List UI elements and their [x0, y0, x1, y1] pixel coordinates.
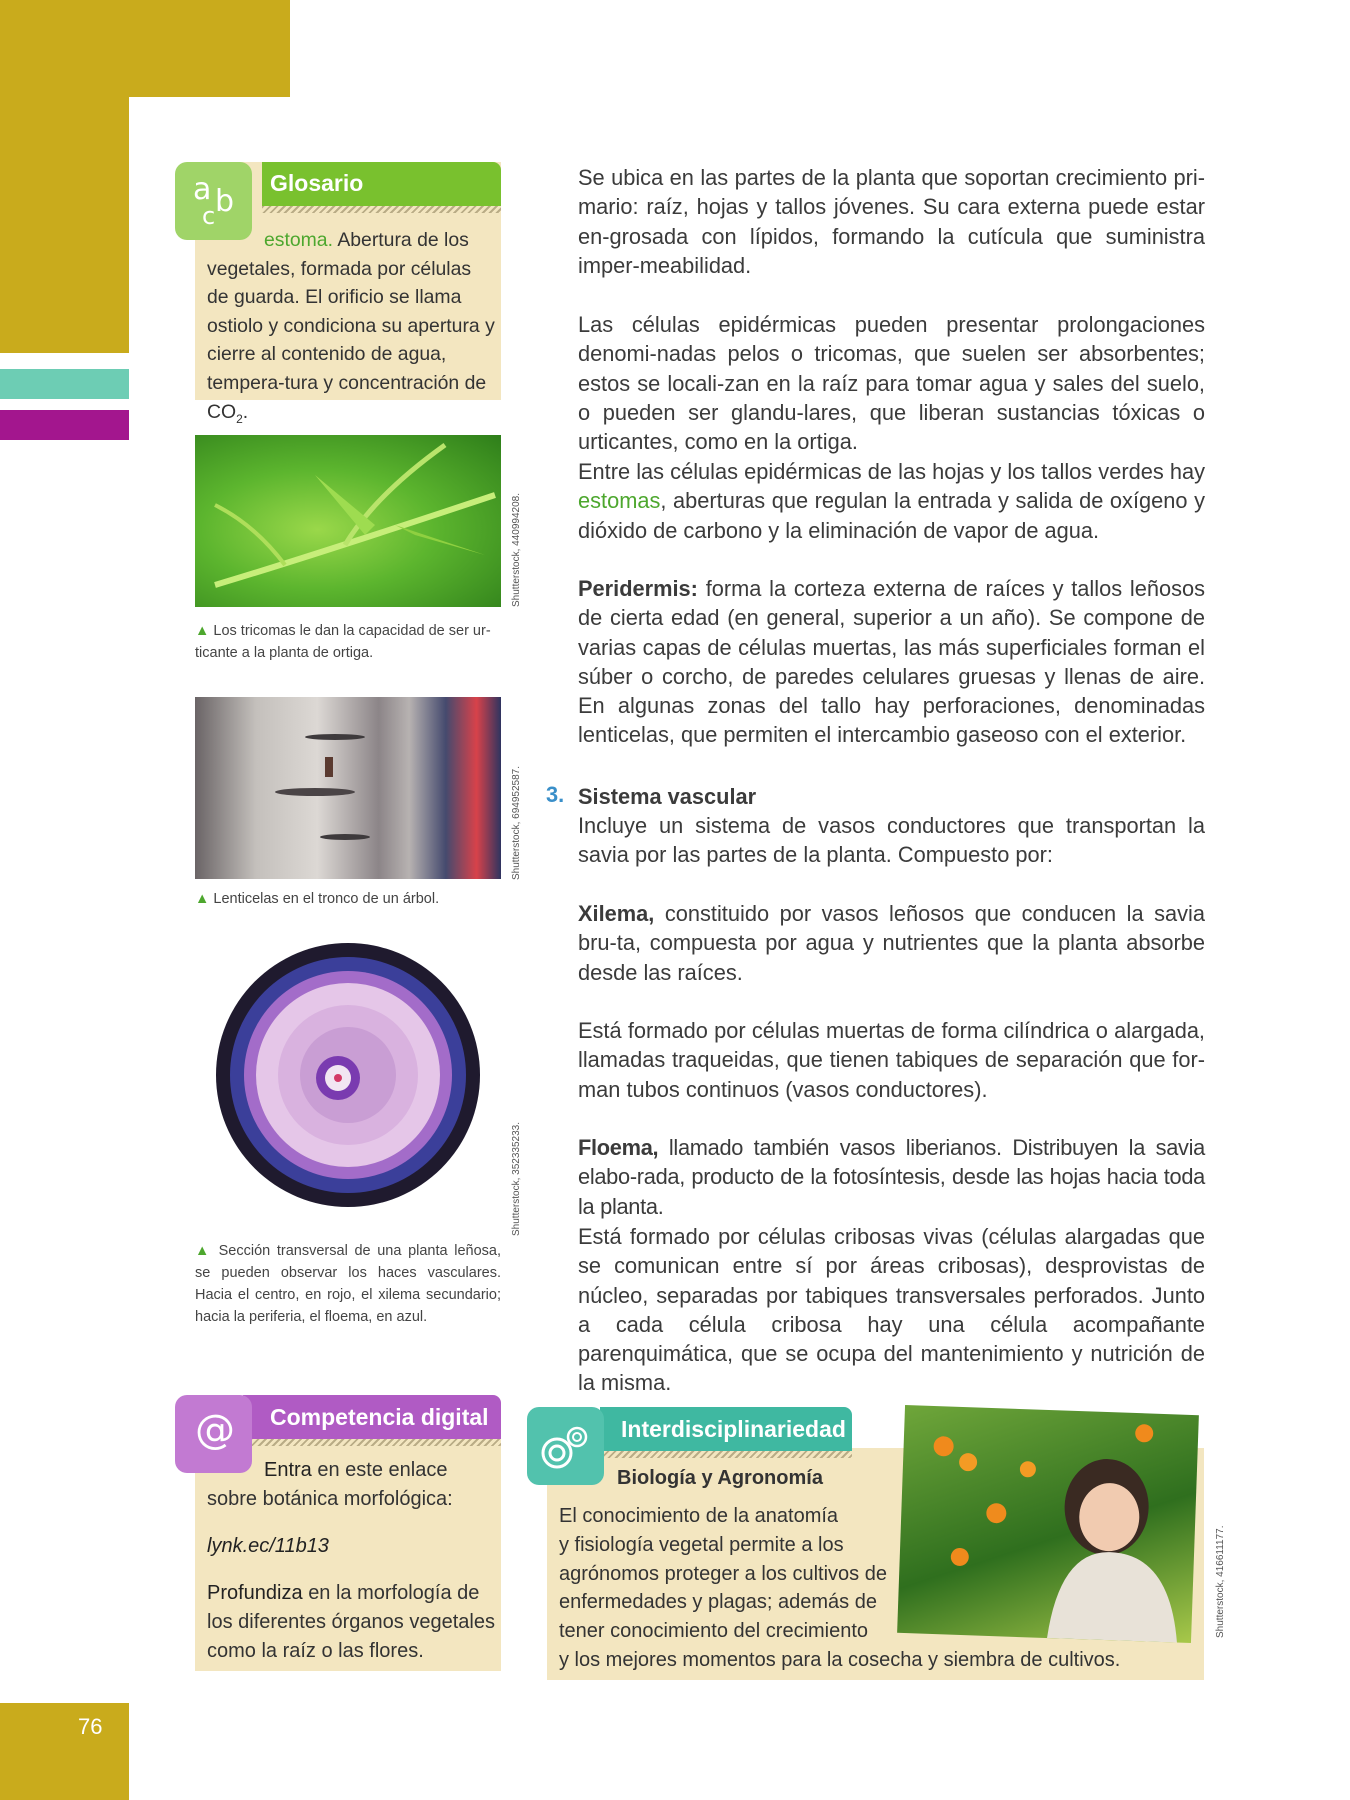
peridermis-text: forma la corteza externa de raíces y tallos leñosos de cierta edad (en general, superior a un año). Se compone de varias capas de células muertas, las más superficiales forman el súber o corcho, de paredes celulares gruesas y llenas de aire. En algunas zonas del tallo hay perforaciones, denominadas lenticelas, que permiten el intercambio gaseoso con el exterior.	[578, 576, 1205, 748]
paragraph-vascular-intro: Incluye un sistema de vasos conductores que transportan la savia por las partes de la planta. Compuesto por:	[578, 813, 1205, 868]
caption-triangle-icon: ▲	[195, 623, 210, 639]
paragraph-xilema	[578, 899, 1205, 987]
entra-text: en este enlace sobre botánica morfológica:	[207, 1459, 453, 1510]
floema-text: llamado también vasos liberianos. Distribuyen la savia elabo-rada, producto de la fotosíntesis, desde las hojas hacia toda la planta.	[578, 1135, 1205, 1219]
interdisciplinariedad-subtitle: Biología y Agronomía	[617, 1467, 823, 1489]
glossary-definition	[207, 226, 495, 433]
competencia-title: Competencia digital	[270, 1404, 489, 1430]
section-photo-credit: Shutterstock, 352335233.	[511, 1122, 522, 1236]
gold-corner-block	[0, 0, 290, 97]
glossary-definition-text: Abertura de los vegetales, formada por células de guarda. El orificio se llama ostiolo y condiciona su apertura y cierre al contenido de agua, tempera-tura y concentración de CO	[207, 229, 495, 423]
profundiza-text: en la morfología de los diferentes órganos vegetales como la raíz o las flores.	[207, 1582, 495, 1662]
xilema-term: Xilema,	[578, 901, 655, 926]
gold-side-band	[0, 97, 129, 353]
glossary-title: Glosario	[270, 170, 364, 196]
profundiza-label: Profundiza	[207, 1582, 303, 1604]
p3-text-after: , aberturas que regulan la entrada y salida de oxígeno y dióxido de carbono y la eliminación de vapor de agua.	[578, 488, 1205, 543]
inter-line: tener conocimiento del crecimiento	[559, 1620, 869, 1643]
nettle-caption	[195, 620, 501, 664]
glossary-abc-icon: a b c	[175, 162, 252, 240]
section-caption	[195, 1240, 501, 1328]
competencia-hatch	[243, 1439, 501, 1446]
xilema-text: constituido por vasos leñosos que conducen la savia bru-ta, compuesta por agua y nutrientes que la planta absorbe desde las raíces.	[578, 901, 1205, 985]
nettle-caption-text: Los tricomas le dan la capacidad de ser ur-ticante a la planta de ortiga.	[195, 623, 491, 661]
girl-picking-oranges-photo	[897, 1405, 1199, 1643]
caption-triangle-icon: ▲	[195, 1243, 212, 1259]
bark-caption-text: Lenticelas en el tronco de un árbol.	[213, 891, 440, 907]
glossary-end: .	[242, 400, 249, 423]
teal-stripe	[0, 369, 129, 399]
inter-line: agrónomos proteger a los cultivos de	[559, 1562, 887, 1585]
inter-line: y fisiología vegetal permite a los	[559, 1533, 844, 1556]
girl-photo-credit: Shutterstock, 416611177.	[1215, 1525, 1226, 1638]
page-number: 76	[78, 1714, 103, 1739]
bark-photo-credit: Shutterstock, 694952587.	[511, 766, 522, 880]
paragraph-traqueidas: Está formado por células muertas de forma cilíndrica o alargada, llamadas traqueidas, que tienen tabiques de separación que for-man tubos continuos (vasos conductores).	[578, 1018, 1205, 1102]
co2-subscript: 2	[236, 411, 243, 426]
section-number: 3.	[546, 782, 565, 807]
glossary-hatch	[262, 206, 501, 213]
estomas-term: estomas	[578, 488, 661, 514]
interdisciplinariedad-title: Interdisciplinariedad	[621, 1416, 846, 1442]
section-caption-text: Sección transversal de una planta leñosa, se pueden observar los haces vasculares. Hacia el centro, en rojo, el xilema secundario; hacia la periferia, el floema, en azul.	[195, 1243, 501, 1325]
paragraph-1: Se ubica en las partes de la planta que soportan crecimiento pri-mario: raíz, hojas y tallos jóvenes. Su cara externa puede estar en-grosada con lípidos, formando la cutícula que suministra imper-meabilidad.	[578, 165, 1205, 278]
concentric-circles-icon	[527, 1407, 604, 1485]
stem-cross-section-photo	[208, 940, 488, 1210]
section-title: Sistema vascular	[578, 784, 757, 809]
glossary-term: estoma.	[264, 229, 333, 251]
page-number-block	[0, 1703, 129, 1800]
paragraph-peridermis	[578, 574, 1205, 750]
nettle-photo	[195, 435, 501, 607]
interdisciplinariedad-hatch	[600, 1451, 852, 1458]
inter-line: y los mejores momentos para la cosecha y siembra de cultivos.	[559, 1648, 1121, 1671]
bark-photo	[195, 697, 501, 879]
caption-triangle-icon: ▲	[195, 891, 210, 907]
at-sign-glyph: @	[195, 1407, 235, 1453]
paragraph-cribosas: Está formado por células cribosas vivas (células alargadas que se comunican entre sí por áreas cribosas), desprovistas de núcleo, separadas por tabiques transversales perforados. Junto a cada célula cribosa hay una célula acompañante parenquimática, que se ocupa del mantenimiento y nutrición de la misma.	[578, 1224, 1205, 1396]
peridermis-term: Peridermis:	[578, 576, 698, 601]
inter-line: enfermedades y plagas; además de	[559, 1591, 877, 1614]
botanica-link[interactable]: lynk.ec/11b13	[207, 1535, 329, 1557]
nettle-photo-credit: Shutterstock, 440994208.	[511, 493, 522, 607]
entra-label: Entra	[264, 1459, 312, 1481]
paragraph-2: Las células epidérmicas pueden presentar prolongaciones denomi-nadas pelos o tricomas, que suelen ser absorbentes; estos se locali-zan en la raíz para tomar agua y sales del suelo, o pueden ser glandu-lares, que liberan sustancias tóxicas o urticantes, como en la ortiga.	[578, 312, 1205, 455]
bark-caption	[195, 888, 501, 910]
p3-text-before: Entre las células epidérmicas de las hojas y los tallos verdes hay	[578, 459, 1205, 484]
floema-term: Floema,	[578, 1135, 659, 1160]
competencia-text	[207, 1456, 497, 1684]
purple-stripe	[0, 410, 129, 440]
paragraph-floema	[578, 1133, 1205, 1221]
inter-line: El conocimiento de la anatomía	[559, 1505, 839, 1527]
paragraph-3	[578, 457, 1205, 545]
